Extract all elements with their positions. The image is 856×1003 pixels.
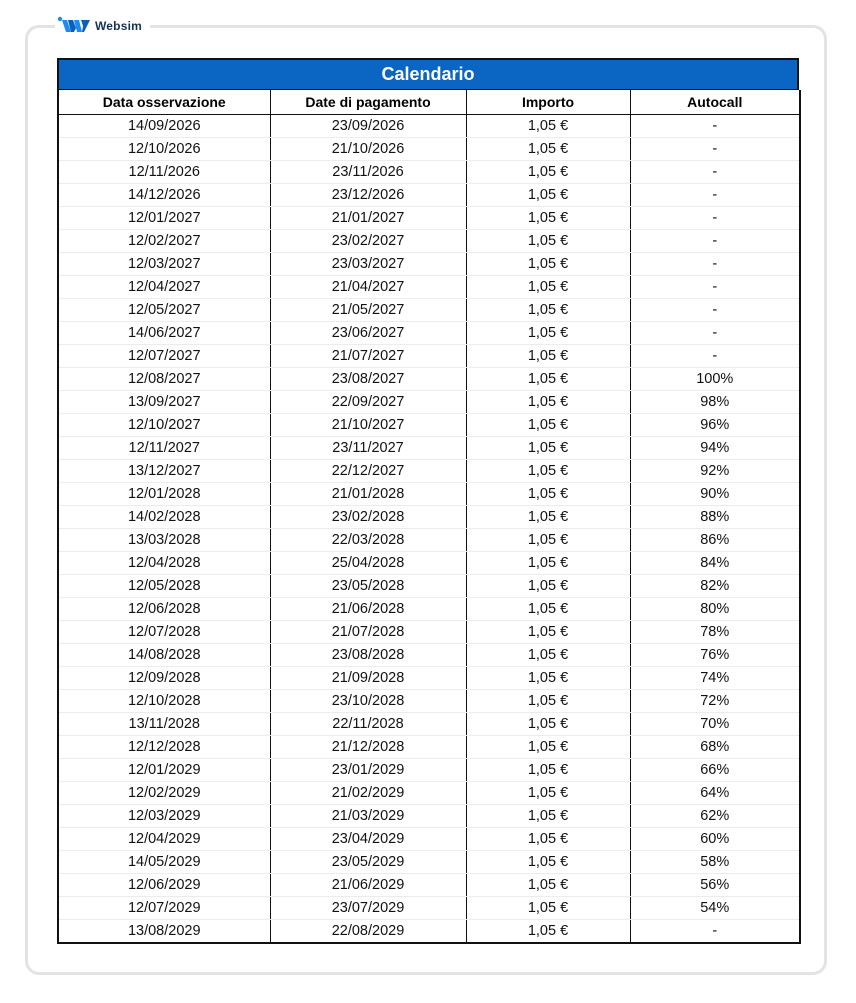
cell-data-osservazione: 12/01/2028: [58, 483, 270, 506]
cell-date-pagamento: 21/02/2029: [270, 782, 466, 805]
table-row: [58, 253, 800, 276]
cell-importo: 1,05 €: [466, 483, 630, 506]
cell-autocall: 76%: [630, 644, 800, 667]
cell-importo: 1,05 €: [466, 828, 630, 851]
table-row: [58, 575, 800, 598]
cell-autocall: -: [630, 322, 800, 345]
cell-autocall: 56%: [630, 874, 800, 897]
cell-data-osservazione: 12/05/2028: [58, 575, 270, 598]
cell-autocall: 94%: [630, 437, 800, 460]
cell-autocall: 98%: [630, 391, 800, 414]
calendar-table: [57, 90, 801, 944]
cell-autocall: -: [630, 115, 800, 138]
table-row: [58, 391, 800, 414]
table-row: [58, 483, 800, 506]
cell-autocall: 80%: [630, 598, 800, 621]
cell-date-pagamento: 21/01/2028: [270, 483, 466, 506]
cell-data-osservazione: 12/04/2028: [58, 552, 270, 575]
cell-data-osservazione: 13/12/2027: [58, 460, 270, 483]
cell-autocall: 86%: [630, 529, 800, 552]
table-row: [58, 207, 800, 230]
cell-importo: 1,05 €: [466, 897, 630, 920]
cell-autocall: 100%: [630, 368, 800, 391]
table-row: [58, 805, 800, 828]
cell-date-pagamento: 23/02/2027: [270, 230, 466, 253]
table-row: [58, 529, 800, 552]
cell-autocall: 96%: [630, 414, 800, 437]
table-row: [58, 897, 800, 920]
cell-date-pagamento: 23/07/2029: [270, 897, 466, 920]
cell-data-osservazione: 12/10/2026: [58, 138, 270, 161]
cell-importo: 1,05 €: [466, 184, 630, 207]
cell-date-pagamento: 23/01/2029: [270, 759, 466, 782]
table-title: Calendario: [57, 58, 799, 90]
cell-date-pagamento: 22/11/2028: [270, 713, 466, 736]
cell-data-osservazione: 12/10/2027: [58, 414, 270, 437]
cell-data-osservazione: 13/11/2028: [58, 713, 270, 736]
cell-date-pagamento: 21/06/2029: [270, 874, 466, 897]
cell-date-pagamento: 22/12/2027: [270, 460, 466, 483]
cell-autocall: 68%: [630, 736, 800, 759]
cell-autocall: 60%: [630, 828, 800, 851]
cell-importo: 1,05 €: [466, 851, 630, 874]
cell-date-pagamento: 23/06/2027: [270, 322, 466, 345]
cell-data-osservazione: 12/09/2028: [58, 667, 270, 690]
brand-name: Websim: [95, 19, 142, 33]
header-autocall: Autocall: [630, 90, 800, 115]
cell-date-pagamento: 23/12/2026: [270, 184, 466, 207]
cell-data-osservazione: 12/03/2029: [58, 805, 270, 828]
cell-date-pagamento: 23/10/2028: [270, 690, 466, 713]
cell-date-pagamento: 21/07/2028: [270, 621, 466, 644]
table-row: [58, 414, 800, 437]
cell-data-osservazione: 14/06/2027: [58, 322, 270, 345]
table-row: [58, 161, 800, 184]
cell-data-osservazione: 14/09/2026: [58, 115, 270, 138]
cell-data-osservazione: 13/08/2029: [58, 920, 270, 943]
cell-autocall: 88%: [630, 506, 800, 529]
cell-data-osservazione: 14/08/2028: [58, 644, 270, 667]
cell-importo: 1,05 €: [466, 506, 630, 529]
cell-date-pagamento: 21/04/2027: [270, 276, 466, 299]
cell-importo: 1,05 €: [466, 575, 630, 598]
cell-autocall: 66%: [630, 759, 800, 782]
cell-data-osservazione: 12/01/2027: [58, 207, 270, 230]
cell-date-pagamento: 21/01/2027: [270, 207, 466, 230]
cell-importo: 1,05 €: [466, 391, 630, 414]
table-row: [58, 920, 800, 943]
cell-importo: 1,05 €: [466, 805, 630, 828]
header-data-osservazione: Data osservazione: [58, 90, 270, 115]
table-row: [58, 736, 800, 759]
cell-importo: 1,05 €: [466, 874, 630, 897]
cell-importo: 1,05 €: [466, 713, 630, 736]
cell-data-osservazione: 12/12/2028: [58, 736, 270, 759]
table-row: [58, 713, 800, 736]
cell-importo: 1,05 €: [466, 207, 630, 230]
table-row: [58, 759, 800, 782]
header-row: [58, 90, 800, 115]
cell-importo: 1,05 €: [466, 138, 630, 161]
cell-autocall: -: [630, 345, 800, 368]
cell-importo: 1,05 €: [466, 644, 630, 667]
table-row: [58, 782, 800, 805]
cell-date-pagamento: 23/11/2027: [270, 437, 466, 460]
cell-importo: 1,05 €: [466, 759, 630, 782]
cell-importo: 1,05 €: [466, 552, 630, 575]
cell-autocall: -: [630, 138, 800, 161]
cell-date-pagamento: 23/05/2028: [270, 575, 466, 598]
cell-data-osservazione: 12/07/2028: [58, 621, 270, 644]
calendar-sheet: [57, 58, 799, 944]
cell-date-pagamento: 23/08/2027: [270, 368, 466, 391]
cell-data-osservazione: 12/07/2029: [58, 897, 270, 920]
cell-importo: 1,05 €: [466, 414, 630, 437]
cell-date-pagamento: 23/09/2026: [270, 115, 466, 138]
cell-autocall: -: [630, 184, 800, 207]
table-row: [58, 184, 800, 207]
table-row: [58, 230, 800, 253]
table-row: [58, 690, 800, 713]
cell-autocall: 78%: [630, 621, 800, 644]
table-row: [58, 460, 800, 483]
cell-date-pagamento: 21/12/2028: [270, 736, 466, 759]
cell-autocall: -: [630, 276, 800, 299]
cell-data-osservazione: 13/03/2028: [58, 529, 270, 552]
cell-autocall: 92%: [630, 460, 800, 483]
cell-date-pagamento: 21/06/2028: [270, 598, 466, 621]
table-row: [58, 115, 800, 138]
cell-date-pagamento: 21/10/2027: [270, 414, 466, 437]
cell-importo: 1,05 €: [466, 736, 630, 759]
cell-data-osservazione: 12/08/2027: [58, 368, 270, 391]
header-importo: Importo: [466, 90, 630, 115]
cell-importo: 1,05 €: [466, 598, 630, 621]
cell-importo: 1,05 €: [466, 437, 630, 460]
cell-autocall: 54%: [630, 897, 800, 920]
cell-importo: 1,05 €: [466, 253, 630, 276]
cell-autocall: -: [630, 230, 800, 253]
cell-date-pagamento: 22/09/2027: [270, 391, 466, 414]
cell-data-osservazione: 12/10/2028: [58, 690, 270, 713]
table-row: [58, 506, 800, 529]
cell-autocall: 84%: [630, 552, 800, 575]
cell-autocall: -: [630, 920, 800, 943]
cell-autocall: 64%: [630, 782, 800, 805]
cell-autocall: 70%: [630, 713, 800, 736]
cell-date-pagamento: 23/11/2026: [270, 161, 466, 184]
cell-autocall: 74%: [630, 667, 800, 690]
table-row: [58, 138, 800, 161]
cell-data-osservazione: 12/02/2029: [58, 782, 270, 805]
cell-importo: 1,05 €: [466, 920, 630, 943]
cell-date-pagamento: 23/04/2029: [270, 828, 466, 851]
cell-importo: 1,05 €: [466, 368, 630, 391]
cell-autocall: -: [630, 299, 800, 322]
cell-date-pagamento: 21/10/2026: [270, 138, 466, 161]
table-row: [58, 644, 800, 667]
table-row: [58, 828, 800, 851]
cell-importo: 1,05 €: [466, 529, 630, 552]
table-row: [58, 345, 800, 368]
cell-importo: 1,05 €: [466, 460, 630, 483]
table-row: [58, 437, 800, 460]
cell-date-pagamento: 23/05/2029: [270, 851, 466, 874]
table-row: [58, 874, 800, 897]
cell-data-osservazione: 12/06/2028: [58, 598, 270, 621]
cell-data-osservazione: 13/09/2027: [58, 391, 270, 414]
cell-data-osservazione: 14/02/2028: [58, 506, 270, 529]
cell-importo: 1,05 €: [466, 276, 630, 299]
cell-date-pagamento: 23/08/2028: [270, 644, 466, 667]
table-row: [58, 299, 800, 322]
table-row: [58, 552, 800, 575]
cell-date-pagamento: 22/03/2028: [270, 529, 466, 552]
table-row: [58, 598, 800, 621]
table-row: [58, 621, 800, 644]
table-row: [58, 667, 800, 690]
brand-logo: [55, 14, 150, 38]
cell-date-pagamento: 21/03/2029: [270, 805, 466, 828]
cell-data-osservazione: 12/11/2027: [58, 437, 270, 460]
cell-importo: 1,05 €: [466, 115, 630, 138]
cell-autocall: 62%: [630, 805, 800, 828]
cell-importo: 1,05 €: [466, 299, 630, 322]
cell-date-pagamento: 21/07/2027: [270, 345, 466, 368]
header-date-pagamento: Date di pagamento: [270, 90, 466, 115]
cell-data-osservazione: 14/12/2026: [58, 184, 270, 207]
cell-importo: 1,05 €: [466, 667, 630, 690]
cell-date-pagamento: 25/04/2028: [270, 552, 466, 575]
cell-data-osservazione: 12/07/2027: [58, 345, 270, 368]
cell-importo: 1,05 €: [466, 782, 630, 805]
cell-autocall: 90%: [630, 483, 800, 506]
cell-importo: 1,05 €: [466, 690, 630, 713]
table-row: [58, 276, 800, 299]
cell-autocall: -: [630, 161, 800, 184]
cell-data-osservazione: 12/02/2027: [58, 230, 270, 253]
cell-date-pagamento: 21/09/2028: [270, 667, 466, 690]
cell-autocall: -: [630, 207, 800, 230]
cell-importo: 1,05 €: [466, 161, 630, 184]
cell-autocall: 58%: [630, 851, 800, 874]
cell-data-osservazione: 12/05/2027: [58, 299, 270, 322]
cell-autocall: -: [630, 253, 800, 276]
cell-data-osservazione: 12/11/2026: [58, 161, 270, 184]
table-row: [58, 368, 800, 391]
cell-importo: 1,05 €: [466, 230, 630, 253]
cell-date-pagamento: 23/02/2028: [270, 506, 466, 529]
cell-date-pagamento: 23/03/2027: [270, 253, 466, 276]
websim-w-logo-icon: [57, 16, 91, 36]
cell-importo: 1,05 €: [466, 621, 630, 644]
cell-data-osservazione: 14/05/2029: [58, 851, 270, 874]
table-row: [58, 322, 800, 345]
cell-data-osservazione: 12/01/2029: [58, 759, 270, 782]
cell-data-osservazione: 12/03/2027: [58, 253, 270, 276]
cell-date-pagamento: 21/05/2027: [270, 299, 466, 322]
cell-importo: 1,05 €: [466, 322, 630, 345]
table-row: [58, 851, 800, 874]
cell-importo: 1,05 €: [466, 345, 630, 368]
cell-data-osservazione: 12/06/2029: [58, 874, 270, 897]
cell-autocall: 72%: [630, 690, 800, 713]
cell-autocall: 82%: [630, 575, 800, 598]
cell-data-osservazione: 12/04/2027: [58, 276, 270, 299]
cell-date-pagamento: 22/08/2029: [270, 920, 466, 943]
cell-data-osservazione: 12/04/2029: [58, 828, 270, 851]
